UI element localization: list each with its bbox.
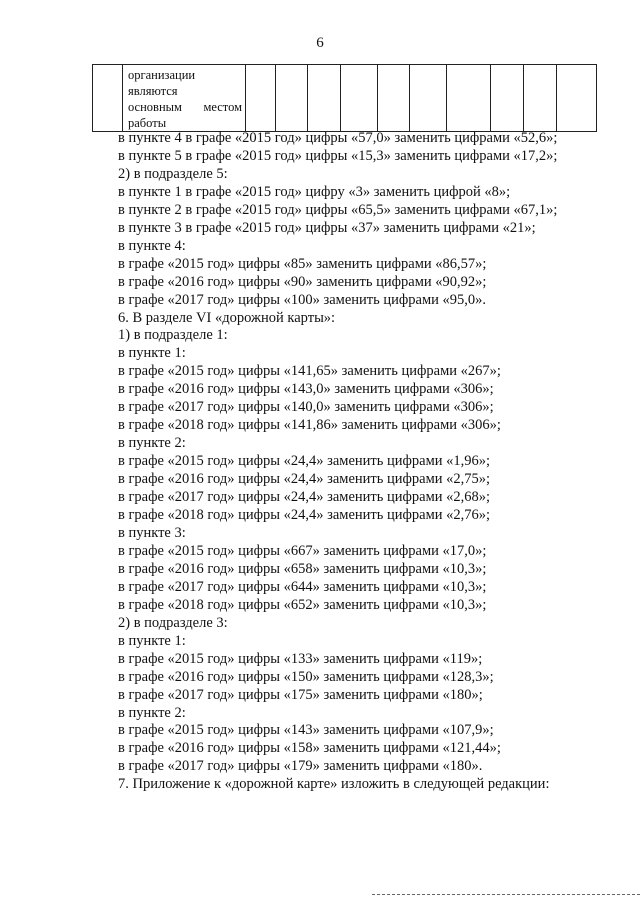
text-line: в графе «2018 год» цифры «141,86» заменить цифрами «306»; [118,417,501,434]
text-line: 1) в подразделе 1: [118,327,228,344]
text-line: в пункте 2: [118,435,186,452]
text-line: в графе «2017 год» цифры «140,0» заменить цифрами «306»; [118,399,494,416]
table-cell-line: являются [128,84,178,98]
text-line: в пункте 3: [118,524,186,541]
text-line: в пункте 1: [118,632,186,649]
table-cell-empty [276,65,308,132]
table-cell-line: основным местом [128,100,242,114]
text-line: в графе «2017 год» цифры «179» заменить цифрами «180». [118,758,483,775]
table-cell-empty [246,65,276,132]
text-line: 2) в подразделе 3: [118,614,228,631]
table-cell-number [93,65,123,132]
table-cell-indicator [123,65,246,132]
text-line: в графе «2016 год» цифры «150» заменить цифрами «128,3»; [118,668,494,685]
table-row [93,65,597,132]
text-line: в графе «2016 год» цифры «90» заменить цифрами «90,92»; [118,273,487,290]
table-cell-empty [410,65,447,132]
text-line: в пункте 5 в графе «2015 год» цифры «15,3» заменить цифрами «17,2»; [118,147,558,164]
text-line: в пункте 2: [118,704,186,721]
text-line: в пункте 1 в графе «2015 год» цифру «3» заменить цифрой «8»; [118,183,511,200]
table-cell-empty [491,65,524,132]
table-cell-empty [557,65,597,132]
text-line: в пункте 2 в графе «2015 год» цифры «65,5» заменить цифрами «67,1»; [118,201,558,218]
text-line: в пункте 1: [118,345,186,362]
amendment-text [118,130,598,794]
text-line: в графе «2015 год» цифры «667» заменить цифрами «17,0»; [118,542,487,559]
table-cell-empty [447,65,491,132]
text-line: в графе «2017 год» цифры «644» заменить цифрами «10,3»; [118,578,487,595]
table-cell-empty [524,65,557,132]
table-cell-empty [308,65,341,132]
page-number: 6 [316,35,324,51]
text-line: в графе «2015 год» цифры «85» заменить цифрами «86,57»; [118,255,487,272]
table-cell-line: организации [128,68,196,82]
text-line: в графе «2016 год» цифры «24,4» заменить цифрами «2,75»; [118,471,491,488]
text-line: 6. В разделе VI «дорожной карты»: [118,309,336,326]
text-line: в графе «2017 год» цифры «175» заменить цифрами «180»; [118,686,483,703]
text-line: в графе «2017 год» цифры «24,4» заменить цифрами «2,68»; [118,489,491,506]
text-line: в графе «2016 год» цифры «658» заменить цифрами «10,3»; [118,560,487,577]
text-line: в пункте 4 в графе «2015 год» цифры «57,0» заменить цифрами «52,6»; [118,130,558,146]
text-line: в графе «2017 год» цифры «100» заменить цифрами «95,0». [118,291,487,308]
text-line: в графе «2018 год» цифры «24,4» заменить цифрами «2,76»; [118,507,491,524]
text-line: в графе «2015 год» цифры «143» заменить цифрами «107,9»; [118,722,494,739]
text-line: в графе «2016 год» цифры «143,0» заменить цифрами «306»; [118,381,494,398]
table-cell-empty [341,65,378,132]
text-line: в пункте 3 в графе «2015 год» цифры «37» заменить цифрами «21»; [118,219,536,236]
text-line: 2) в подразделе 5: [118,165,228,182]
table-fragment [92,64,597,132]
text-line: в графе «2015 год» цифры «141,65» заменить цифрами «267»; [118,363,501,380]
text-line: в графе «2016 год» цифры «158» заменить цифрами «121,44»; [118,740,501,757]
table-cell-empty [378,65,410,132]
text-line: 7. Приложение к «дорожной карте» изложить в следующей редакции: [118,776,550,793]
text-line: в графе «2015 год» цифры «133» заменить цифрами «119»; [118,650,483,667]
text-line: в пункте 4: [118,237,186,254]
footer-rule [372,894,640,895]
table-cell-line: работы [128,116,167,130]
text-line: в графе «2015 год» цифры «24,4» заменить цифрами «1,96»; [118,453,491,470]
text-line: в графе «2018 год» цифры «652» заменить цифрами «10,3»; [118,596,487,613]
